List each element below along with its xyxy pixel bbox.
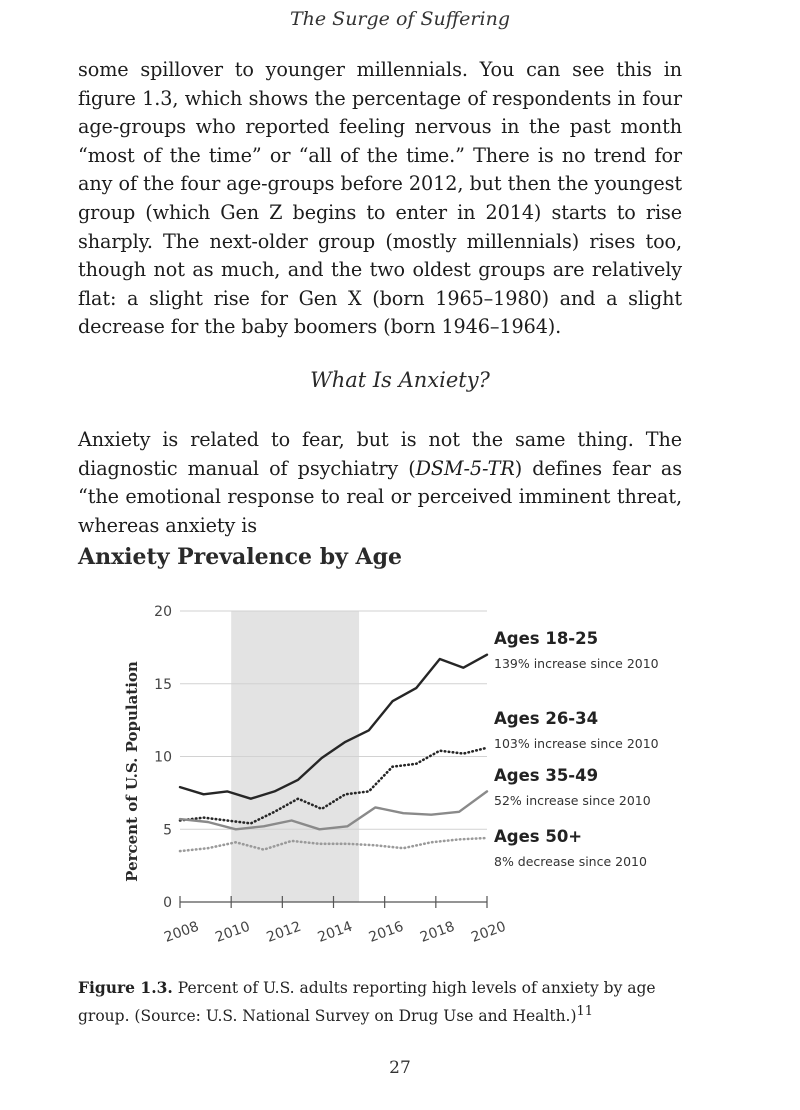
y-tick-label: 15 — [154, 676, 172, 693]
caption-footnote-ref: 11 — [576, 1004, 593, 1019]
x-tick-label: 2014 — [315, 918, 355, 946]
caption-text: Percent of U.S. adults reporting high levels of anxiety by age group. (Source: U.S. National Survey on Drug Use and Health.) — [78, 979, 656, 1026]
x-tick-label: 2012 — [264, 918, 304, 946]
series-label: Ages 35-49 — [494, 766, 599, 785]
series-note: 139% increase since 2010 — [494, 656, 659, 671]
series-label: Ages 50+ — [494, 827, 583, 846]
x-tick-label: 2008 — [162, 918, 202, 946]
series-note: 8% decrease since 2010 — [494, 854, 647, 869]
series-label: Ages 18-25 — [494, 629, 599, 648]
x-tick-label: 2010 — [213, 918, 253, 946]
y-tick-label: 20 — [154, 604, 172, 620]
series-note: 52% increase since 2010 — [494, 793, 651, 808]
x-tick-label: 2018 — [417, 918, 457, 946]
chart-title: Anxiety Prevalence by Age — [78, 544, 402, 570]
y-axis-label: Percent of U.S. Population — [123, 661, 141, 882]
y-tick-label: 5 — [163, 822, 172, 839]
x-tick-label: 2016 — [366, 918, 406, 946]
running-head: The Surge of Suffering — [289, 8, 510, 30]
body-paragraph-2 — [78, 426, 682, 540]
y-tick-label: 10 — [154, 749, 172, 766]
section-title: What Is Anxiety? — [310, 368, 490, 392]
paragraph-2-text-b: ) defines fear as “the emotional response to real or perceived imminent threat, whereas anxiety is — [78, 456, 682, 537]
x-tick-label: 2020 — [469, 918, 509, 946]
paragraph-2-text-a: Anxiety is related to fear, but is not the same thing. The diagnostic manual of psychiatry ( — [78, 428, 682, 480]
figure-caption — [78, 976, 688, 1028]
series-note: 103% increase since 2010 — [494, 736, 659, 751]
page-number: 27 — [389, 1058, 411, 1078]
series-label: Ages 26-34 — [494, 709, 599, 728]
anxiety-line-chart — [110, 590, 690, 965]
y-tick-label: 0 — [163, 895, 172, 911]
paragraph-2-italic: DSM-5-TR — [415, 456, 515, 480]
body-paragraph-1: some spillover to younger millennials. You can see this in figure 1.3, which shows the percentage of respondents in four age-groups who reported feeling nervous in the past month “most of the time” or “all of the time.” There is no trend for any of the four age-groups before 2012, but then the youngest group (which Gen Z begins to enter in 2014) starts to rise sharply. The next-older group (mostly millennials) rises too, though not as much, and the two oldest groups are relatively flat: a slight rise for Gen X (born 1965–1980) and a slight decrease for the baby boomers (born 1946–1964). — [78, 58, 682, 339]
caption-label: Figure 1.3. — [78, 978, 173, 997]
